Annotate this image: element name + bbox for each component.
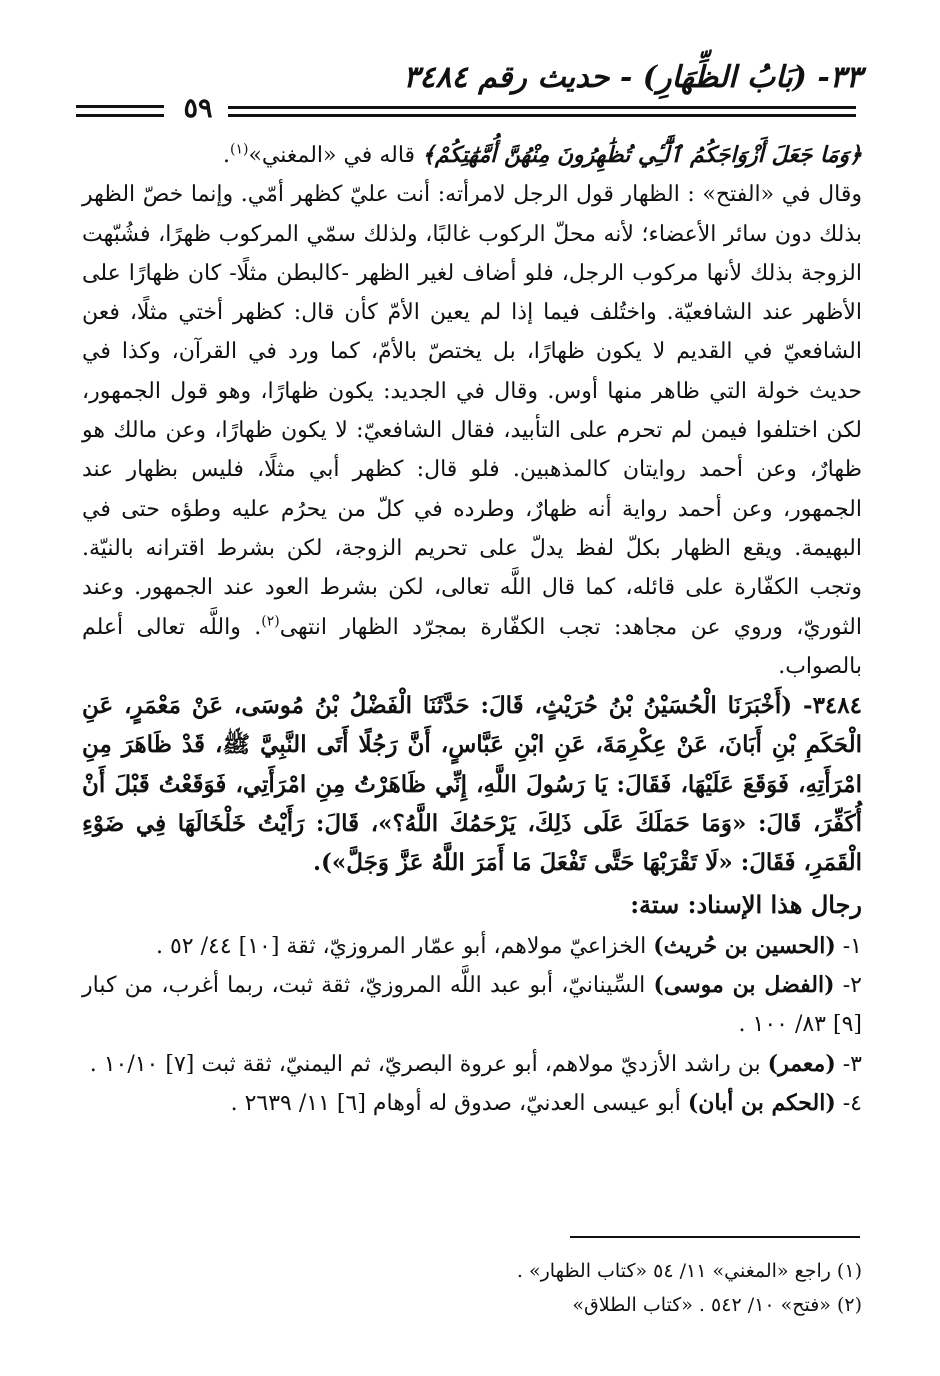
narrator-number: ٣- — [835, 1051, 862, 1077]
commentary-end: . واللَّه تعالى أعلم بالصواب. — [82, 614, 862, 679]
running-header-title: ٣٣- (بَابُ الظِّهَارِ) - حديث رقم ٣٤٨٤ — [403, 60, 862, 95]
narrators-heading: رجال هذا الإسناد: ستة: — [630, 889, 862, 919]
header-rule — [76, 105, 164, 108]
footnote-marker-1: (١) — [229, 141, 249, 158]
header-rule — [228, 106, 856, 109]
header-rule — [228, 114, 856, 117]
main-text — [82, 136, 862, 1123]
narrator-item — [82, 1045, 862, 1084]
hadith-paragraph — [82, 686, 862, 882]
footnote-2: (٢) «فتح» ١٠/ ٥٤٢ . «كتاب الطلاق» — [572, 1294, 862, 1316]
header-rule — [76, 114, 164, 117]
intro-end: . — [222, 143, 230, 168]
commentary-paragraph — [82, 175, 862, 686]
narrator-item — [82, 1084, 862, 1123]
narrator-number: ٢- — [834, 972, 862, 998]
intro-source: قاله في «المغني» — [248, 143, 423, 168]
footnote-1: (١) راجع «المغني» ١١/ ٥٤ «كتاب الظهار» . — [516, 1260, 862, 1282]
footnotes — [82, 1254, 862, 1322]
hadith-text: (أَخْبَرَنَا الْحُسَيْنُ بْنُ حُرَيْثٍ، قَالَ: حَدَّثَنَا الْفَضْلُ بْنُ مُوسَى، عَنْ مَعْمَرٍ، عَنِ الْحَكَمِ بْنِ أَبَانَ، عَنْ عِكْرِمَةَ، عَنِ ابْنِ عَبَّاسٍ، أَنَّ رَجُلًا أَتَى النَّبِيَّ ﷺ، قَدْ ظَاهَرَ مِنِ امْرَأَتِهِ، فَوَقَعَ عَلَيْهَا، فَقَالَ: يَا رَسُولَ اللَّهِ، إِنِّي ظَاهَرْتُ مِنِ امْرَأَتِي، فَوَقَعْتُ قَبْلَ أَنْ أُكَفِّرَ، قَالَ: «وَمَا حَمَلَكَ عَلَى ذَلِكَ، يَرْحَمُكَ اللَّهُ؟»، قَالَ: رَأَيْتُ خَلْخَالَهَا فِي ضَوْءِ الْقَمَرِ، فَقَالَ: «لَا تَقْرَبْهَا حَتَّى تَفْعَلَ مَا أَمَرَ اللَّهُ عَزَّ وَجَلَّ»). — [82, 692, 862, 877]
narrator-detail: السِّينانيّ، أبو عبد اللَّه المروزيّ، ثقة ثبت، ربما أغرب، من كبار [٩] ٨٣/ ١٠٠ . — [82, 972, 862, 1038]
narrator-item — [82, 927, 862, 966]
narrator-name: (معمر) — [767, 1050, 836, 1077]
narrator-number: ٤- — [835, 1090, 862, 1116]
footnote-separator — [570, 1236, 860, 1238]
intro-paragraph — [82, 136, 862, 175]
narrator-name: (الحكم بن أبان) — [687, 1089, 836, 1116]
page-number: ٥٩ — [183, 93, 213, 124]
narrator-detail: الخزاعيّ مولاهم، أبو عمّار المروزيّ، ثقة [١٠] ٤٤/ ٥٢ . — [155, 933, 654, 959]
narrator-number: ١- — [835, 933, 862, 959]
narrator-name: (الحسين بن حُريث) — [653, 932, 836, 959]
narrator-name: (الفضل بن موسى) — [653, 971, 835, 998]
narrator-detail: بن راشد الأزديّ مولاهم، أبو عروة البصريّ، ثم اليمنيّ، ثقة ثبت [٧] ١٠/١٠ . — [89, 1051, 768, 1077]
narrator-item — [82, 966, 862, 1045]
hadith-number: ٣٤٨٤- — [803, 692, 862, 720]
quran-verse: ﴿وَمَا جَعَلَ أَزْوَاجَكُمُ ٱلَّٰٓـِٔي تُظَٰهِرُونَ مِنْهُنَّ أُمَّهَٰتِكُمْ﴾ — [422, 142, 862, 168]
narrator-detail: أبو عيسى العدنيّ، صدوق له أوهام [٦] ١١/ ٢٦٣٩ . — [230, 1090, 688, 1116]
footnote-marker-2: (٢) — [261, 613, 280, 630]
commentary-text: وقال في «الفتح» : الظهار قول الرجل لامرأته: أنت عليّ كظهر أمّي. وإنما خصّ الظهر بذلك دون سائر الأعضاء؛ لأنه محلّ الركوب غالبًا، ولذلك سمّي المركوب ظهرًا، فشُبّهت الزوجة بذلك لأنها مركوب الرجل، فلو أضاف لغير الظهر -كالبطن مثلًا- كان ظهارًا على الأظهر عند الشافعيّة. واختُلف فيما إذا لم يعين الأمّ كأن قال: كظهر أختي مثلًا، فعن الشافعيّ في القديم لا يكون ظهارًا، بل يختصّ بالأمّ، كما ورد في القرآن، وكذا في حديث خولة التي ظاهر منها أوس. وقال في الجديد: يكون ظهارًا، وهو قول الجمهور، لكن اختلفوا فيمن لم تحرم على التأبيد، فقال الشافعيّ: لا يكون ظهارًا، وعن مالك هو ظهارٌ، وعن أحمد روايتان كالمذهبين. فلو قال: كظهر أبي مثلًا، فليس بظهار عند الجمهور، وعن أحمد رواية أنه ظهارٌ، وطرده في كلّ من يحرُم عليه وطؤه حتى في البهيمة. ويقع الظهار بكلّ لفظ يدلّ على تحريم الزوجة، لكن بشرط اقترانه بالنيّة. وتجب الكفّارة على قائله، كما قال اللَّه تعالى، لكن بشرط العود عند الجمهور. وعند الثوريّ، وروي عن مجاهد: تجب الكفّارة بمجرّد الظهار انتهى — [82, 182, 862, 640]
